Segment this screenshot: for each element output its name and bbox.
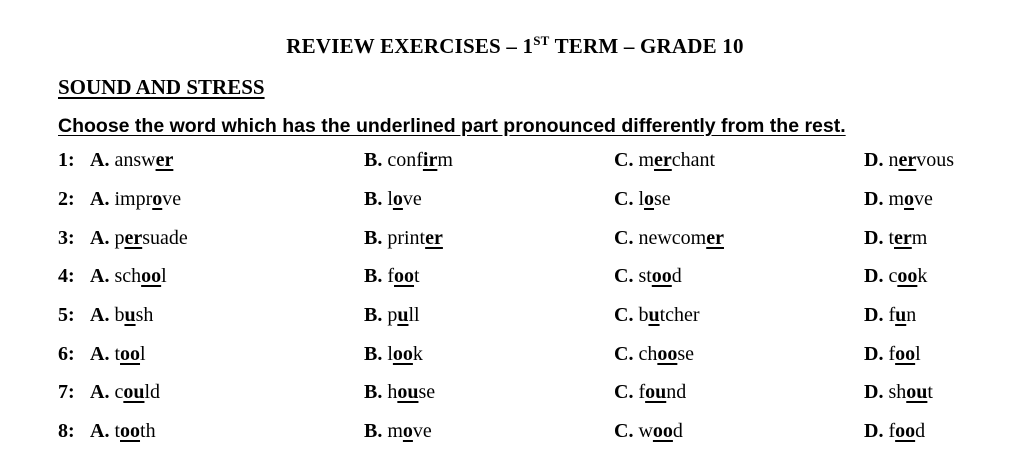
answer-option [614, 343, 694, 366]
underlined-part: er [894, 227, 912, 249]
option-word [638, 381, 686, 403]
word-part: ve [412, 420, 432, 442]
option-word [888, 265, 927, 287]
option-letter: C. [614, 420, 634, 442]
option-letter: A. [90, 265, 110, 287]
word-part: m [911, 227, 928, 249]
option-word [387, 420, 431, 442]
word-part: tcher [659, 304, 700, 326]
answer-option [364, 304, 420, 327]
word-part: l [387, 188, 393, 210]
word-part: suade [142, 227, 188, 249]
word-part: th [140, 420, 156, 442]
option-letter: B. [364, 265, 383, 287]
word-part: c [114, 381, 124, 403]
option-letter: B. [364, 420, 383, 442]
word-part: n [906, 304, 917, 326]
option-letter: A. [90, 227, 110, 249]
underlined-part: er [898, 149, 917, 171]
answer-option [864, 304, 916, 327]
word-part: d [672, 420, 683, 442]
word-part: nd [666, 381, 687, 403]
underlined-part: u [648, 304, 660, 326]
option-letter: A. [90, 381, 110, 403]
answer-option [90, 304, 153, 327]
word-part: f [638, 381, 646, 403]
option-letter: C. [614, 227, 634, 249]
underlined-part: o [402, 420, 413, 442]
underlined-part: oo [392, 343, 413, 365]
underlined-part: oo [651, 265, 672, 287]
option-letter: D. [864, 343, 884, 365]
title-superscript: ST [533, 33, 550, 48]
option-letter: D. [864, 188, 884, 210]
answer-option [364, 188, 422, 211]
answer-option [364, 343, 423, 366]
option-word [114, 343, 145, 365]
word-part: ld [144, 381, 161, 403]
word-part: newcom [638, 227, 707, 249]
answer-option [864, 227, 927, 250]
underlined-part: oo [657, 343, 678, 365]
word-part: print [387, 227, 426, 249]
option-letter: D. [864, 149, 884, 171]
underlined-part: ou [397, 381, 419, 403]
question-number: 7: [58, 381, 75, 403]
word-part: ve [162, 188, 182, 210]
word-part: sh [135, 304, 154, 326]
word-part: l [387, 343, 393, 365]
option-word [638, 304, 699, 326]
answer-option [364, 420, 432, 443]
option-word [387, 304, 419, 326]
option-word [387, 381, 435, 403]
option-word [114, 265, 166, 287]
answer-option [364, 265, 420, 288]
word-part: ch [638, 343, 658, 365]
option-word [888, 188, 932, 210]
word-part: m [387, 420, 403, 442]
question-number: 5: [58, 304, 75, 326]
option-word [638, 188, 670, 210]
option-letter: B. [364, 188, 383, 210]
underlined-part: er [654, 149, 672, 171]
option-word [888, 343, 920, 365]
underlined-part: o [392, 188, 403, 210]
underlined-part: er [425, 227, 443, 249]
answer-option [614, 188, 671, 211]
underlined-part: er [155, 149, 174, 171]
word-part: st [638, 265, 652, 287]
underlined-part: oo [895, 343, 916, 365]
option-word [888, 420, 925, 442]
answer-option [90, 381, 160, 404]
option-letter: B. [364, 227, 383, 249]
word-part: t [114, 420, 121, 442]
answer-option [90, 265, 167, 288]
underlined-part: er [124, 227, 143, 249]
option-letter: D. [864, 227, 884, 249]
word-part: d [915, 420, 926, 442]
option-word [888, 381, 932, 403]
answer-option [864, 343, 921, 366]
option-letter: A. [90, 420, 110, 442]
answer-option [864, 420, 925, 443]
word-part: t [114, 343, 121, 365]
option-letter: B. [364, 343, 383, 365]
answer-option [864, 188, 933, 211]
answer-option [90, 343, 146, 366]
option-word [888, 149, 954, 171]
option-letter: C. [614, 304, 634, 326]
word-part: ll [408, 304, 420, 326]
underlined-part: u [397, 304, 409, 326]
underlined-part: u [895, 304, 907, 326]
option-letter: C. [614, 149, 634, 171]
document-title [0, 34, 1030, 59]
option-word [114, 381, 160, 403]
underlined-part: o [152, 188, 163, 210]
word-part: ve [402, 188, 422, 210]
word-part: l [140, 343, 146, 365]
answer-option [614, 304, 700, 327]
word-part: d [671, 265, 682, 287]
word-part: f [888, 420, 896, 442]
word-part: f [888, 304, 896, 326]
word-part: l [915, 343, 921, 365]
word-part: se [418, 381, 436, 403]
word-part: c [888, 265, 898, 287]
word-part: w [638, 420, 653, 442]
word-part: l [638, 188, 645, 210]
option-word [387, 149, 453, 171]
option-letter: A. [90, 304, 110, 326]
option-letter: D. [864, 420, 884, 442]
question-number: 2: [58, 188, 75, 210]
answer-option [90, 188, 181, 211]
word-part: k [917, 265, 928, 287]
word-part: m [638, 149, 655, 171]
option-word [114, 149, 173, 171]
underlined-part: oo [897, 265, 918, 287]
underlined-part: er [706, 227, 724, 249]
word-part: ve [914, 188, 933, 210]
option-word [114, 227, 187, 249]
answer-option [864, 265, 927, 288]
option-letter: A. [90, 188, 110, 210]
underlined-part: oo [120, 343, 141, 365]
underlined-part: oo [141, 265, 162, 287]
word-part: chant [671, 149, 716, 171]
option-word [638, 227, 724, 249]
answer-option [614, 149, 715, 172]
answer-option [90, 227, 188, 250]
option-letter: B. [364, 149, 383, 171]
word-part: n [888, 149, 899, 171]
word-part: vous [916, 149, 955, 171]
option-letter: A. [90, 149, 110, 171]
answer-option [364, 227, 443, 250]
option-word [638, 265, 681, 287]
word-part: b [638, 304, 649, 326]
underlined-part: ir [422, 149, 438, 171]
word-part: se [677, 343, 695, 365]
word-part: t [927, 381, 933, 403]
word-part: k [412, 343, 423, 365]
answer-option [364, 381, 435, 404]
underlined-part: o [644, 188, 655, 210]
underlined-part: oo [394, 265, 415, 287]
title-text: REVIEW EXERCISES – 1 [286, 34, 534, 58]
answer-option [614, 420, 683, 443]
option-word [114, 420, 155, 442]
option-letter: C. [614, 381, 634, 403]
underlined-part: o [904, 188, 915, 210]
word-part: p [387, 304, 398, 326]
option-word [114, 304, 153, 326]
word-part: m [888, 188, 905, 210]
option-letter: C. [614, 343, 634, 365]
option-word [888, 304, 916, 326]
word-part: p [114, 227, 125, 249]
question-number: 4: [58, 265, 75, 287]
option-word [638, 343, 694, 365]
question-number: 6: [58, 343, 75, 365]
underlined-part: ou [906, 381, 928, 403]
option-word [114, 188, 181, 210]
answer-option [90, 149, 173, 172]
word-part: sch [114, 265, 142, 287]
answer-option [614, 227, 724, 250]
option-letter: D. [864, 304, 884, 326]
option-letter: B. [364, 304, 383, 326]
option-letter: C. [614, 188, 634, 210]
answer-option [864, 149, 954, 172]
word-part: m [437, 149, 453, 171]
underlined-part: u [124, 304, 136, 326]
question-number: 1: [58, 149, 75, 171]
option-word [888, 227, 927, 249]
question-number: 3: [58, 227, 75, 249]
underlined-part: oo [120, 420, 141, 442]
word-part: t [414, 265, 420, 287]
underlined-part: oo [652, 420, 673, 442]
option-word [387, 227, 443, 249]
underlined-part: ou [123, 381, 145, 403]
word-part: se [654, 188, 671, 210]
option-letter: D. [864, 381, 884, 403]
word-part: answ [114, 149, 156, 171]
word-part: l [161, 265, 167, 287]
option-word [387, 343, 423, 365]
underlined-part: oo [895, 420, 916, 442]
option-letter: D. [864, 265, 884, 287]
word-part: h [387, 381, 398, 403]
word-part: sh [888, 381, 907, 403]
option-letter: A. [90, 343, 110, 365]
instruction-text: Choose the word which has the underlined part pronounced differently from the rest. [58, 115, 846, 137]
answer-option [614, 265, 682, 288]
option-word [638, 420, 682, 442]
underlined-part: ou [645, 381, 667, 403]
section-heading: SOUND AND STRESS [58, 75, 265, 99]
option-word [387, 265, 419, 287]
option-word [387, 188, 421, 210]
word-part: f [387, 265, 395, 287]
option-letter: C. [614, 265, 634, 287]
question-number: 8: [58, 420, 75, 442]
answer-option [90, 420, 156, 443]
word-part: impr [114, 188, 153, 210]
option-word [638, 149, 715, 171]
title-text-rest: TERM – GRADE 10 [549, 34, 744, 58]
word-part: f [888, 343, 896, 365]
word-part: conf [387, 149, 423, 171]
answer-option [364, 149, 453, 172]
answer-option [864, 381, 933, 404]
word-part: b [114, 304, 125, 326]
option-letter: B. [364, 381, 383, 403]
answer-option [614, 381, 686, 404]
word-part: t [888, 227, 895, 249]
